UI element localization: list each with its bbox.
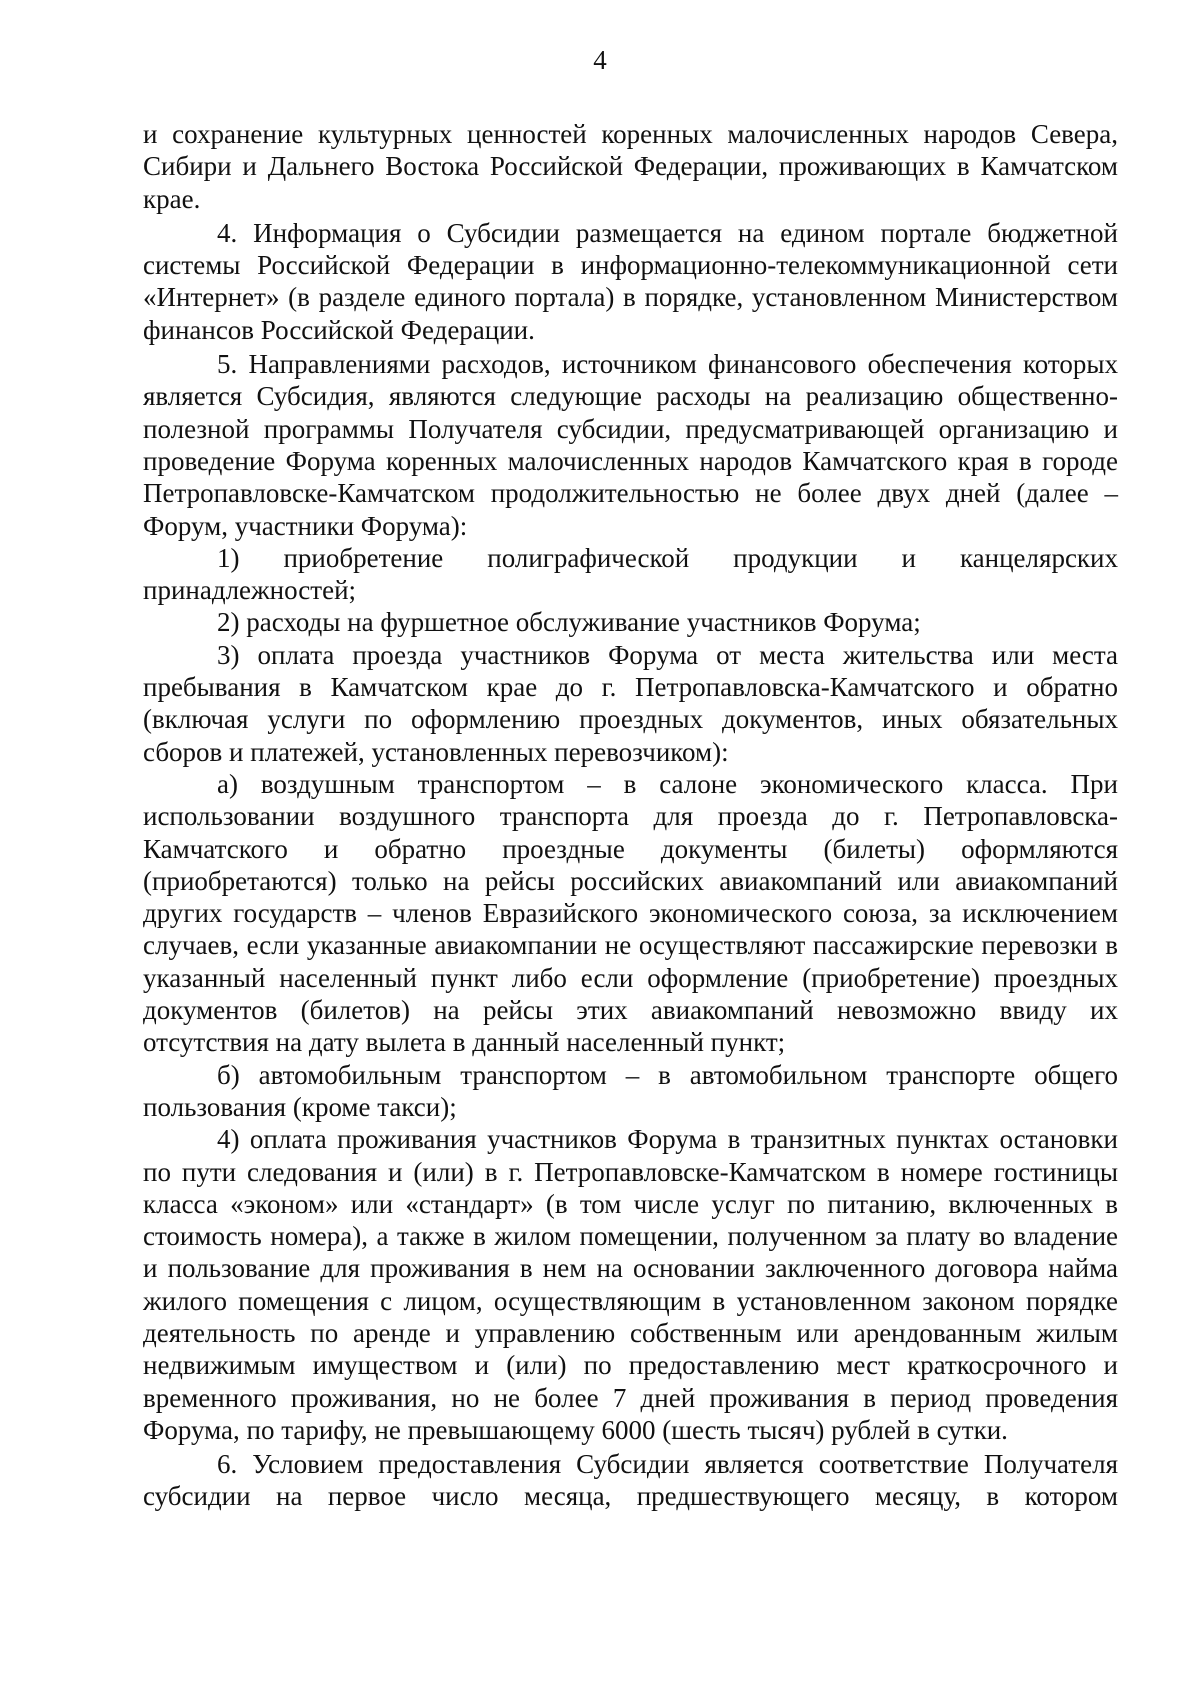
paragraph-item-3: 3) оплата проезда участников Форума от места жительства или места пребывания в Камчатском крае до г. Петропавловска-Камчатского и обратно (включая услуги по оформлению проездных документов, иных обязательных сборов и платежей, установленных перевозчиком): <box>143 639 1118 767</box>
paragraph-clause-6: 6. Условием предоставления Субсидии является соответствие Получателя субсидии на первое число месяца, предшествующего месяцу, в котором <box>143 1449 1118 1512</box>
paragraph-item-2: 2) расходы на фуршетное обслуживание участников Форума; <box>217 607 921 638</box>
paragraph-item-3b: б) автомобильным транспортом – в автомобильном транспорте общего пользования (кроме такси); <box>143 1059 1118 1122</box>
paragraph-item-3a: а) воздушным транспортом – в салоне экономического класса. При использовании воздушного транспорта для проезда до г. Петропавловска-Камчатского и обратно проездные документы (билеты) оформляются (приобретаются) только на рейсы российских авиакомпаний или авиакомпаний других государств – членов Евразийского экономического союза, за исключением случаев, если указанные авиакомпании не осуществляют пассажирские перевозки в указанный населенный пункт либо если оформление (приобретение) проездных документов (билетов) на рейсы этих авиакомпаний невозможно ввиду их отсутствия на дату вылета в данный населенный пункт; <box>143 768 1118 1058</box>
document-body <box>143 118 1118 1513</box>
paragraph-item-4: 4) оплата проживания участников Форума в транзитных пунктах остановки по пути следования и (или) в г. Петропавловске-Камчатском в номере гостиницы класса «эконом» или «стандарт» (в том числе услуг по питанию, включенных в стоимость номера), а также в жилом помещении, полученном за плату во владение и пользование для проживания в нем на основании заключенного договора найма жилого помещения с лицом, осуществляющим в установленном законом порядке деятельность по аренде и управлению собственным или арендованным жилым недвижимым имуществом и (или) по предоставлению мест краткосрочного и временного проживания, но не более 7 дней проживания в период проведения Форума, по тарифу, не превышающему 6000 (шесть тысяч) рублей в сутки. <box>143 1124 1118 1445</box>
paragraph-clause-5: 5. Направлениями расходов, источником финансового обеспечения которых является Субсидия, являются следующие расходы на реализацию общественно-полезной программы Получателя субсидии, предусматривающей организацию и проведение Форума коренных малочисленных народов Камчатского края в городе Петропавловске-Камчатском продолжительностью не более двух дней (далее – Форум, участники Форума): <box>143 349 1118 541</box>
page-number: 4 <box>593 45 607 75</box>
paragraph-intro-continuation: и сохранение культурных ценностей коренных малочисленных народов Севера, Сибири и Дальнего Востока Российской Федерации, проживающих в Камчатском крае. <box>143 119 1118 214</box>
paragraph-clause-4: 4. Информация о Субсидии размещается на едином портале бюджетной системы Российской Федерации в информационно-телекоммуникационной сети «Интернет» (в разделе единого портала) в порядке, установленном Министерством финансов Российской Федерации. <box>143 217 1118 345</box>
paragraph-item-1: 1) приобретение полиграфической продукции и канцелярских принадлежностей; <box>143 542 1118 606</box>
